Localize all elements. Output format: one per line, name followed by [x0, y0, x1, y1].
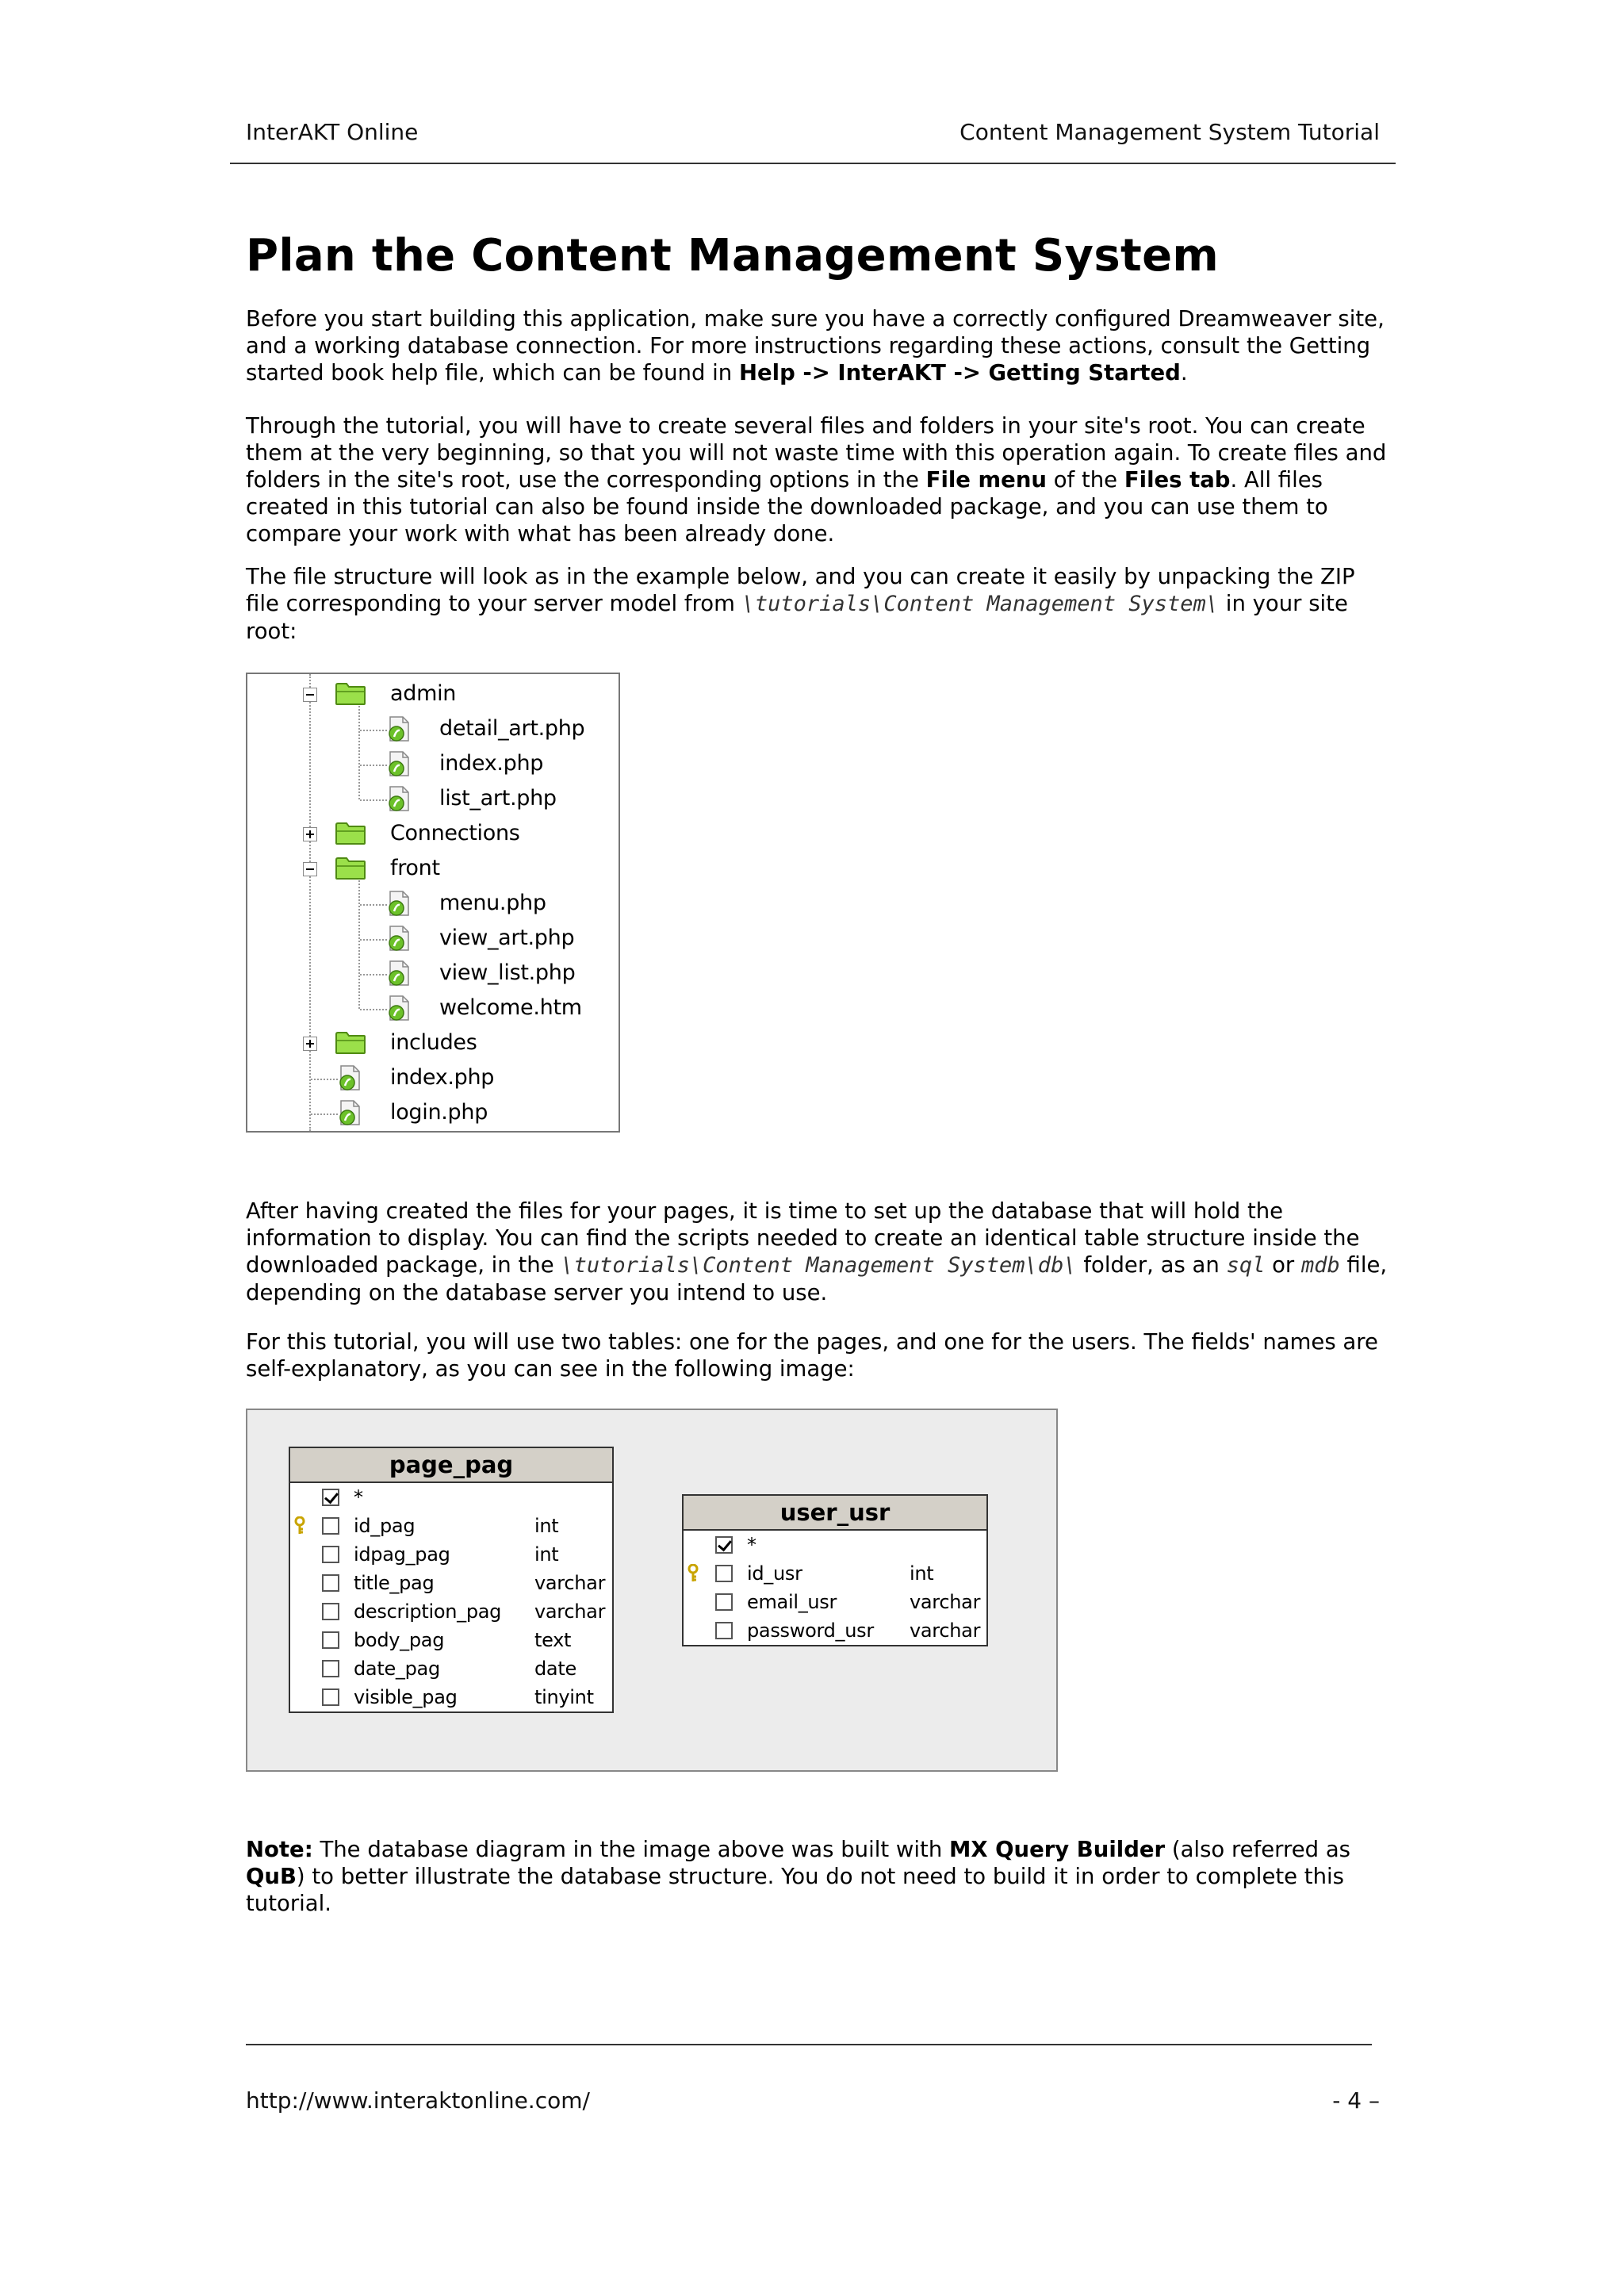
tree-file-row[interactable]	[247, 956, 619, 991]
folder-icon	[335, 822, 366, 845]
tree-item-label: admin	[390, 681, 457, 706]
expand-plus-icon[interactable]	[303, 1037, 317, 1051]
field-checkbox[interactable]	[322, 1660, 339, 1677]
field-name: id_pag	[354, 1515, 416, 1537]
field-type: varchar	[534, 1572, 606, 1594]
database-diagram-image	[246, 1409, 1058, 1772]
field-checkbox[interactable]	[322, 1574, 339, 1592]
p2-text3: . All files created in this tutorial can also be found inside the downloaded package, and you can use them to compare your work with what has been already done.	[246, 467, 1328, 546]
php-file-icon	[387, 925, 411, 952]
p2-text2: of the	[1046, 467, 1124, 493]
expand-plus-icon[interactable]	[303, 827, 317, 841]
paragraph-intro	[246, 305, 1388, 386]
tree-branch-line	[360, 730, 387, 731]
tree-file-row[interactable]	[247, 887, 619, 922]
field-type: varchar	[910, 1619, 981, 1642]
php-file-icon	[387, 960, 411, 987]
field-checkbox[interactable]	[322, 1603, 339, 1620]
tree-branch-line	[360, 799, 387, 801]
tree-branch-line	[360, 939, 387, 941]
db-field-row[interactable]	[684, 1559, 986, 1588]
tree-branch-line	[360, 765, 387, 766]
db-field-row[interactable]	[290, 1683, 612, 1711]
field-type: date	[534, 1658, 576, 1680]
file-tree-image	[246, 673, 620, 1133]
field-name: title_pag	[354, 1572, 435, 1594]
primary-key-icon	[687, 1564, 699, 1583]
tree-item-label: view_art.php	[439, 926, 575, 950]
db-field-row[interactable]	[290, 1626, 612, 1654]
header-divider	[230, 163, 1396, 164]
field-checkbox[interactable]	[322, 1631, 339, 1649]
field-name: email_usr	[747, 1591, 837, 1613]
field-type: text	[534, 1629, 572, 1651]
tree-file-row[interactable]	[247, 747, 619, 782]
db-field-row[interactable]	[684, 1588, 986, 1616]
field-name: idpag_pag	[354, 1543, 450, 1566]
db-field-row[interactable]	[684, 1531, 986, 1559]
p4-sql: sql	[1226, 1253, 1266, 1278]
p6-text3: ) to better illustrate the database structure. You do not need to build it in order to complete this tutorial.	[246, 1864, 1344, 1916]
field-checkbox[interactable]	[715, 1565, 733, 1582]
tree-item-label: includes	[390, 1030, 477, 1055]
field-name: *	[354, 1486, 363, 1508]
field-checkbox[interactable]	[715, 1622, 733, 1639]
php-file-icon	[338, 1064, 362, 1091]
tree-folder-row[interactable]	[247, 1026, 619, 1061]
tree-branch-line	[360, 974, 387, 976]
db-field-row[interactable]	[290, 1512, 612, 1540]
field-name: body_pag	[354, 1629, 445, 1651]
tree-file-row[interactable]	[247, 782, 619, 817]
tree-item-label: login.php	[390, 1100, 488, 1125]
tree-file-row[interactable]	[247, 991, 619, 1026]
php-file-icon	[387, 890, 411, 917]
db-field-row[interactable]	[684, 1616, 986, 1645]
tree-item-label: index.php	[439, 751, 544, 776]
p1-text1: Before you start building this application, make sure you have a correctly configured Dreamweaver site, and a working database connection. For more instructions regarding these actions, consult the Getting started book help file, which can be found in	[246, 306, 1385, 385]
paragraph-note	[246, 1836, 1388, 1917]
field-type: int	[534, 1543, 559, 1566]
db-field-row[interactable]	[290, 1483, 612, 1512]
db-table[interactable]	[289, 1447, 614, 1713]
db-field-row[interactable]	[290, 1654, 612, 1683]
field-name: id_usr	[747, 1562, 802, 1585]
p4-text3: or	[1265, 1252, 1301, 1278]
tree-file-row[interactable]	[247, 922, 619, 956]
tree-item-label: welcome.htm	[439, 995, 582, 1020]
field-name: description_pag	[354, 1600, 502, 1623]
field-type: varchar	[910, 1591, 981, 1613]
tree-item-label: list_art.php	[439, 786, 557, 811]
p4-text1: After having created the files for your pages, it is time to set up the database that will hold the information to display. You can find the scripts needed to create an identical table structure inside the downloaded package, in the	[246, 1198, 1360, 1278]
p4-db-path: \tutorials\Content Management System\db\	[561, 1253, 1077, 1278]
p6-note-label: Note:	[246, 1837, 313, 1862]
db-field-row[interactable]	[290, 1597, 612, 1626]
tree-item-label: menu.php	[439, 891, 546, 915]
folder-icon	[335, 857, 366, 880]
primary-key-icon	[293, 1516, 306, 1535]
p1-text2: .	[1180, 360, 1188, 385]
tree-item-label: front	[390, 856, 440, 880]
collapse-minus-icon[interactable]	[303, 862, 317, 876]
p1-menu-path: Help -> InterAKT -> Getting Started	[738, 360, 1181, 385]
field-name: visible_pag	[354, 1686, 458, 1708]
field-name: password_usr	[747, 1619, 874, 1642]
field-checkbox[interactable]	[715, 1536, 733, 1554]
p4-mdb: mdb	[1300, 1253, 1340, 1278]
tree-item-label: index.php	[390, 1065, 495, 1090]
db-table[interactable]	[682, 1494, 988, 1646]
tree-branch-line	[360, 1009, 387, 1010]
collapse-minus-icon[interactable]	[303, 688, 317, 702]
field-name: *	[747, 1534, 756, 1556]
field-checkbox[interactable]	[322, 1517, 339, 1535]
folder-icon	[335, 682, 366, 706]
p5-text1: For this tutorial, you will use two tables: one for the pages, and one for the users. The fields' names are self-explanatory, as you can see in the following image:	[246, 1329, 1378, 1382]
db-field-row[interactable]	[290, 1540, 612, 1569]
footer-url: http://www.interaktonline.com/	[246, 2087, 590, 2114]
tree-folder-row[interactable]	[247, 817, 619, 852]
folder-icon	[335, 1031, 366, 1055]
field-checkbox[interactable]	[715, 1593, 733, 1611]
tree-file-row[interactable]	[247, 1061, 619, 1096]
p2-text1: Through the tutorial, you will have to create several files and folders in your site's root. You can create them at the very beginning, so that you will not waste time with this operation again. To create files and folders in the site's root, use the corresponding options in the	[246, 413, 1387, 493]
php-file-icon	[387, 715, 411, 742]
footer-divider	[246, 2044, 1372, 2045]
php-file-icon	[387, 995, 411, 1022]
paragraph-tables	[246, 1328, 1388, 1382]
p2-files-tab: Files tab	[1124, 467, 1231, 493]
php-file-icon	[387, 785, 411, 812]
tree-branch-line	[311, 1114, 338, 1115]
field-type: int	[910, 1562, 934, 1585]
p3-path: \tutorials\Content Management System\	[741, 592, 1220, 616]
header-right: Content Management System Tutorial	[959, 119, 1380, 145]
p4-text4: file, depending on the database server you intend to use.	[246, 1252, 1388, 1305]
p6-qub: QuB	[246, 1864, 297, 1889]
page-title: Plan the Content Management System	[246, 230, 1219, 282]
p4-text2: folder, as an	[1076, 1252, 1227, 1278]
tree-child-line	[358, 880, 360, 1009]
db-field-row[interactable]	[290, 1569, 612, 1597]
p6-text2: (also referred as	[1165, 1837, 1351, 1862]
tree-branch-line	[360, 904, 387, 906]
tree-branch-line	[311, 1079, 338, 1080]
paragraph-structure	[246, 563, 1388, 645]
db-table-title: user_usr	[684, 1496, 986, 1531]
tree-file-row[interactable]	[247, 712, 619, 747]
footer-page-number: - 4 –	[1332, 2087, 1380, 2114]
php-file-icon	[338, 1099, 362, 1126]
tree-file-row[interactable]	[247, 1096, 619, 1131]
tree-item-label: detail_art.php	[439, 716, 585, 741]
p3-text2: in your site root:	[246, 591, 1348, 644]
field-name: date_pag	[354, 1658, 440, 1680]
header-left: InterAKT Online	[246, 119, 419, 145]
tree-child-line	[358, 706, 360, 799]
field-checkbox[interactable]	[322, 1546, 339, 1563]
p6-text1: The database diagram in the image above was built with	[312, 1837, 949, 1862]
field-checkbox[interactable]	[322, 1489, 339, 1506]
p6-query-builder: MX Query Builder	[949, 1837, 1166, 1862]
p3-text1: The file structure will look as in the example below, and you can create it easily by unpacking the ZIP file corresponding to your server model from	[246, 564, 1355, 616]
tree-folder-row[interactable]	[247, 677, 619, 712]
tree-item-label: view_list.php	[439, 960, 576, 985]
db-table-title: page_pag	[290, 1448, 612, 1483]
p2-file-menu: File menu	[925, 467, 1047, 493]
paragraph-files	[246, 412, 1388, 547]
tree-folder-row[interactable]	[247, 852, 619, 887]
field-type: int	[534, 1515, 559, 1537]
paragraph-database	[246, 1198, 1388, 1306]
field-type: varchar	[534, 1600, 606, 1623]
php-file-icon	[387, 750, 411, 777]
field-type: tinyint	[534, 1686, 594, 1708]
field-checkbox[interactable]	[322, 1688, 339, 1706]
tree-item-label: Connections	[390, 821, 520, 845]
